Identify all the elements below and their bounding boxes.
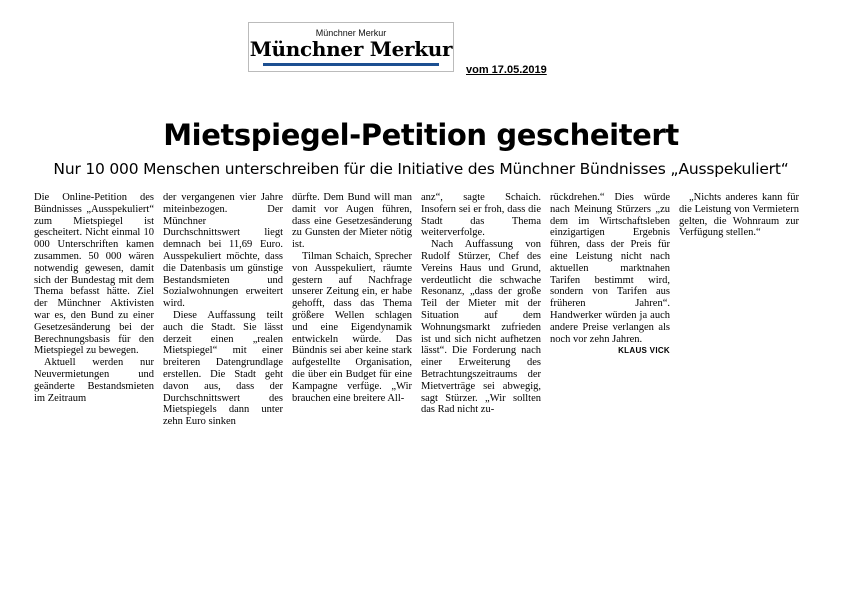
paragraph: „Nichts anderes kann für die Leistung von Vermietern gelten, die Wohnraum zur Verfügung stellen.“ bbox=[679, 192, 799, 239]
article-column-5 bbox=[550, 192, 670, 357]
article-column-3 bbox=[292, 192, 412, 404]
masthead-rule bbox=[263, 63, 439, 66]
paragraph: Diese Auffassung teilt auch die Stadt. Sie lässt derzeit einen „realen Mietspiegel“ mit einer breiteren Datengrundlage erstellen. Die Stadt geht davon aus, dass der Durchschnittswert des Mietspiegels dann unter zehn Euro sinken bbox=[163, 309, 283, 428]
paragraph: Nach Auffassung von Rudolf Stürzer, Chef des Vereins Haus und Grund, verdeutlicht die schwache Resonanz, „dass der große Teil der Mieter mit der Situation auf dem Wohnungsmarkt zufrieden ist und sich nicht aufhetzen lässt“. Die Forderung nach einer Erweiterung des Betrachtungszeitraums der Mietverträge sei abwegig, sagt Stürzer. „Wir sollten das Rad nicht zu- bbox=[421, 239, 541, 416]
article-column-2 bbox=[163, 192, 283, 428]
paragraph: rückdrehen.“ Dies würde nach Meinung Stürzers „zu dem im Wirtschaftsleben einzigartigen Ergebnis führen, dass der Preis für eine Leistung nicht nach aktuellen marktnahen Tarifen bestimmt wird, sondern von Tarifen aus früheren Jahren“. Handwerker würden ja auch andere Preise verlangen als noch vor zehn Jahren. bbox=[550, 192, 670, 345]
article-subheadline: Nur 10 000 Menschen unterschreiben für die Initiative des Münchner Bündnisses „Ausspekuliert“ bbox=[53, 160, 789, 178]
paragraph: Die Online-Petition des Bündnisses „Ausspekuliert“ zum Mietspiegel ist gescheitert. Nicht einmal 10 000 Unterschriften kamen zusammen. 50 000 wären notwendig gewesen, damit sich der Bundestag mit dem Thema befasst hätte. Ziel der Münchner Aktivisten war es, den Bund zu einer Gesetzesänderung bei der Berechnungsbasis für den Mietspiegel zu bewegen. bbox=[34, 192, 154, 357]
article-column-1 bbox=[34, 192, 154, 404]
article-column-4 bbox=[421, 192, 541, 416]
newspaper-masthead bbox=[248, 22, 454, 72]
paragraph: Aktuell werden nur Neuvermietungen und geänderte Bestandsmieten im Zeitraum bbox=[34, 357, 154, 404]
paragraph: Tilman Schaich, Sprecher von Ausspekuliert, räumte gestern auf Nachfrage unserer Zeitung ein, er habe gehofft, dass das Thema größere Wellen schlagen und eine Eigendynamik entwickeln würde. Das Bündnis sei aber keine stark aufgestellte Organisation, die über ein Budget für eine Kampagne verfüge. „Wir brauchen eine breitere All- bbox=[292, 250, 412, 404]
masthead-small-title: Münchner Merkur bbox=[315, 28, 387, 38]
paragraph: dürfte. Dem Bund will man damit vor Augen führen, dass eine Gesetzesänderung zu Gunsten der Mieter nötig ist. bbox=[292, 192, 412, 251]
paragraph: der vergangenen vier Jahre miteinbezogen. Der Münchner Durchschnittswert liegt demnach bei 11,69 Euro. Ausspekuliert möchte, dass die Datenbasis um günstige Bestandsmieten und Sozialwohnungen erweitert wird. bbox=[163, 192, 283, 310]
article-column-6 bbox=[679, 192, 799, 239]
publication-date: vom 17.05.2019 bbox=[466, 64, 547, 76]
article-headline: Mietspiegel-Petition gescheitert bbox=[163, 118, 679, 152]
masthead-logo-title: Münchner Merkur bbox=[249, 37, 453, 61]
author-byline: KLAUS VICK bbox=[618, 346, 670, 356]
paragraph: anz“, sagte Schaich. Insofern sei er froh, dass die Stadt das Thema weiterverfolge. bbox=[421, 192, 541, 239]
